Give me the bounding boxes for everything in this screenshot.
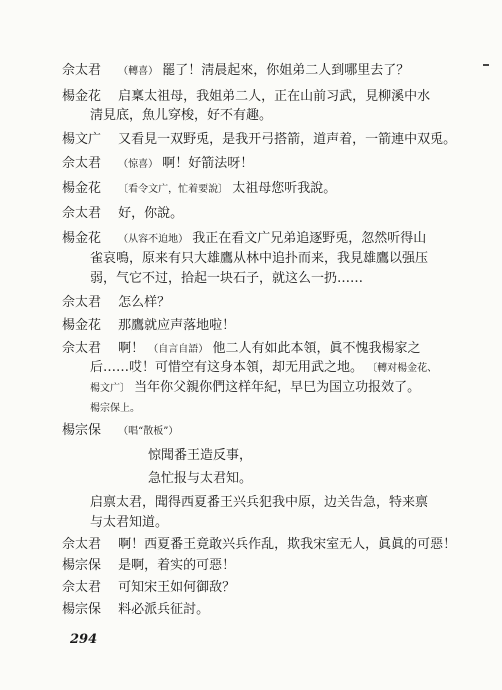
dialogue-text: 弱，气它不过，拾起一块石子，就这么一扔…… xyxy=(90,271,364,286)
dialogue-line xyxy=(62,131,456,149)
dialogue-line xyxy=(62,601,209,619)
speaker-name: 佘太君 xyxy=(62,156,102,171)
dialogue-line xyxy=(62,536,456,554)
dialogue-text: 我正在看文广兄弟追逐野兎，忽然听得山 xyxy=(192,231,427,246)
stage-direction: （自言自語） xyxy=(148,344,209,355)
verse-line xyxy=(148,447,252,465)
dialogue-text: 启禀太君，聞得西夏番王兴兵犯我中原，边关告急，特来禀 xyxy=(90,495,429,510)
dialogue-continuation xyxy=(90,107,272,125)
stage-direction: （轉喜） xyxy=(118,66,159,77)
dialogue-text: 啊！西夏番王竟敢兴兵作乱，欺我宋室无人，眞眞的可惡！ xyxy=(118,537,457,552)
speaker-name: 佘太君 xyxy=(62,295,102,310)
dialogue-line xyxy=(62,294,170,312)
dialogue-line xyxy=(62,579,235,597)
speaker-name: 楊金花 xyxy=(62,89,102,104)
dialogue-line xyxy=(62,180,336,199)
speaker-name: 楊金花 xyxy=(62,231,102,246)
speaker-name: 楊金花 xyxy=(62,318,102,333)
dialogue-line xyxy=(62,317,235,335)
dialogue-continuation xyxy=(90,359,437,378)
dialogue-text: 启稟太祖母，我姐弟二人，正在山前习武，見柳溪中水 xyxy=(118,89,431,104)
speaker-name: 楊金花 xyxy=(62,181,102,196)
dialogue-continuation xyxy=(90,270,363,288)
speaker-name: 楊宗保 xyxy=(62,423,102,438)
dialogue-text: 雀哀鳴，原来有只大雄鷹从林中追扑而来，我見雄鷹以强压 xyxy=(90,251,429,266)
speaker-name: 楊宗保 xyxy=(62,602,102,617)
stage-direction: （从容不迫地） xyxy=(118,234,189,245)
dialogue-text: 罷了！淸晨起來，你姐弟二人到哪里去了？ xyxy=(162,63,410,78)
dialogue-text: 是啊，着实的可惡！ xyxy=(118,558,236,573)
dialogue-continuation xyxy=(90,379,420,398)
speaker-name: 佘太君 xyxy=(62,580,102,595)
stage-direction: 楊文广〕 xyxy=(90,383,130,394)
dialogue-text: 那鷹就应声落地啦！ xyxy=(118,318,236,333)
stage-direction: （唱“散板”） xyxy=(118,426,179,437)
dialogue-text: 太祖母您听我說。 xyxy=(232,181,337,196)
dialogue-text: 啊！好箭法呀！ xyxy=(162,156,254,171)
dialogue-continuation xyxy=(90,494,428,512)
dialogue-text: 他二人有如此本領，眞不愧我楊家之 xyxy=(212,341,421,356)
verse-line xyxy=(148,470,252,488)
dialogue-line xyxy=(62,422,178,441)
margin-mark xyxy=(483,64,489,66)
dialogue-line xyxy=(62,230,426,249)
dialogue-text: 又看見一双野兎，是我开弓搭箭，道声着，一箭連中双兎。 xyxy=(118,132,457,147)
dialogue-text: 淸見底，魚儿穿梭，好不有趣。 xyxy=(90,108,273,123)
dialogue-continuation xyxy=(90,514,168,532)
speaker-name: 佘太君 xyxy=(62,63,102,78)
dialogue-text: 可知宋王如何御敌？ xyxy=(118,580,236,595)
dialogue-line xyxy=(62,88,430,106)
dialogue-line xyxy=(62,62,409,81)
dialogue-text: 后……哎！可惜空有这身本領，却无用武之地。 xyxy=(90,360,364,375)
dialogue-line xyxy=(62,205,183,223)
page-number: 294 xyxy=(70,632,98,647)
dialogue-text: 啊！ xyxy=(118,341,145,356)
verse-text: 惊聞番王造反事， xyxy=(148,448,253,463)
stage-direction: 〔看令文广，忙着要說〕 xyxy=(118,184,229,195)
dialogue-text: 当年你父親你們这样年紀，早巳为国立功报效了。 xyxy=(134,380,421,395)
speaker-name: 佘太君 xyxy=(62,206,102,221)
dialogue-line xyxy=(62,557,235,575)
speaker-name: 佘太君 xyxy=(62,341,102,356)
stage-direction: 〔轉对楊金花、 xyxy=(367,363,438,374)
verse-text: 急忙报与太君知。 xyxy=(148,471,253,486)
stage-note xyxy=(90,400,140,418)
speaker-name: 楊文广 xyxy=(62,132,102,147)
dialogue-text: 怎么样？ xyxy=(118,295,171,310)
stage-direction: （惊喜） xyxy=(118,159,159,170)
dialogue-text: 好，你說。 xyxy=(118,206,184,221)
dialogue-continuation xyxy=(90,250,428,268)
speaker-name: 佘太君 xyxy=(62,537,102,552)
stage-note-text: 楊宗保上。 xyxy=(90,403,140,414)
dialogue-text: 料必派兵征討。 xyxy=(118,602,210,617)
dialogue-line xyxy=(62,155,253,174)
speaker-name: 楊宗保 xyxy=(62,558,102,573)
dialogue-text: 与太君知道。 xyxy=(90,515,169,530)
dialogue-line xyxy=(62,340,420,359)
